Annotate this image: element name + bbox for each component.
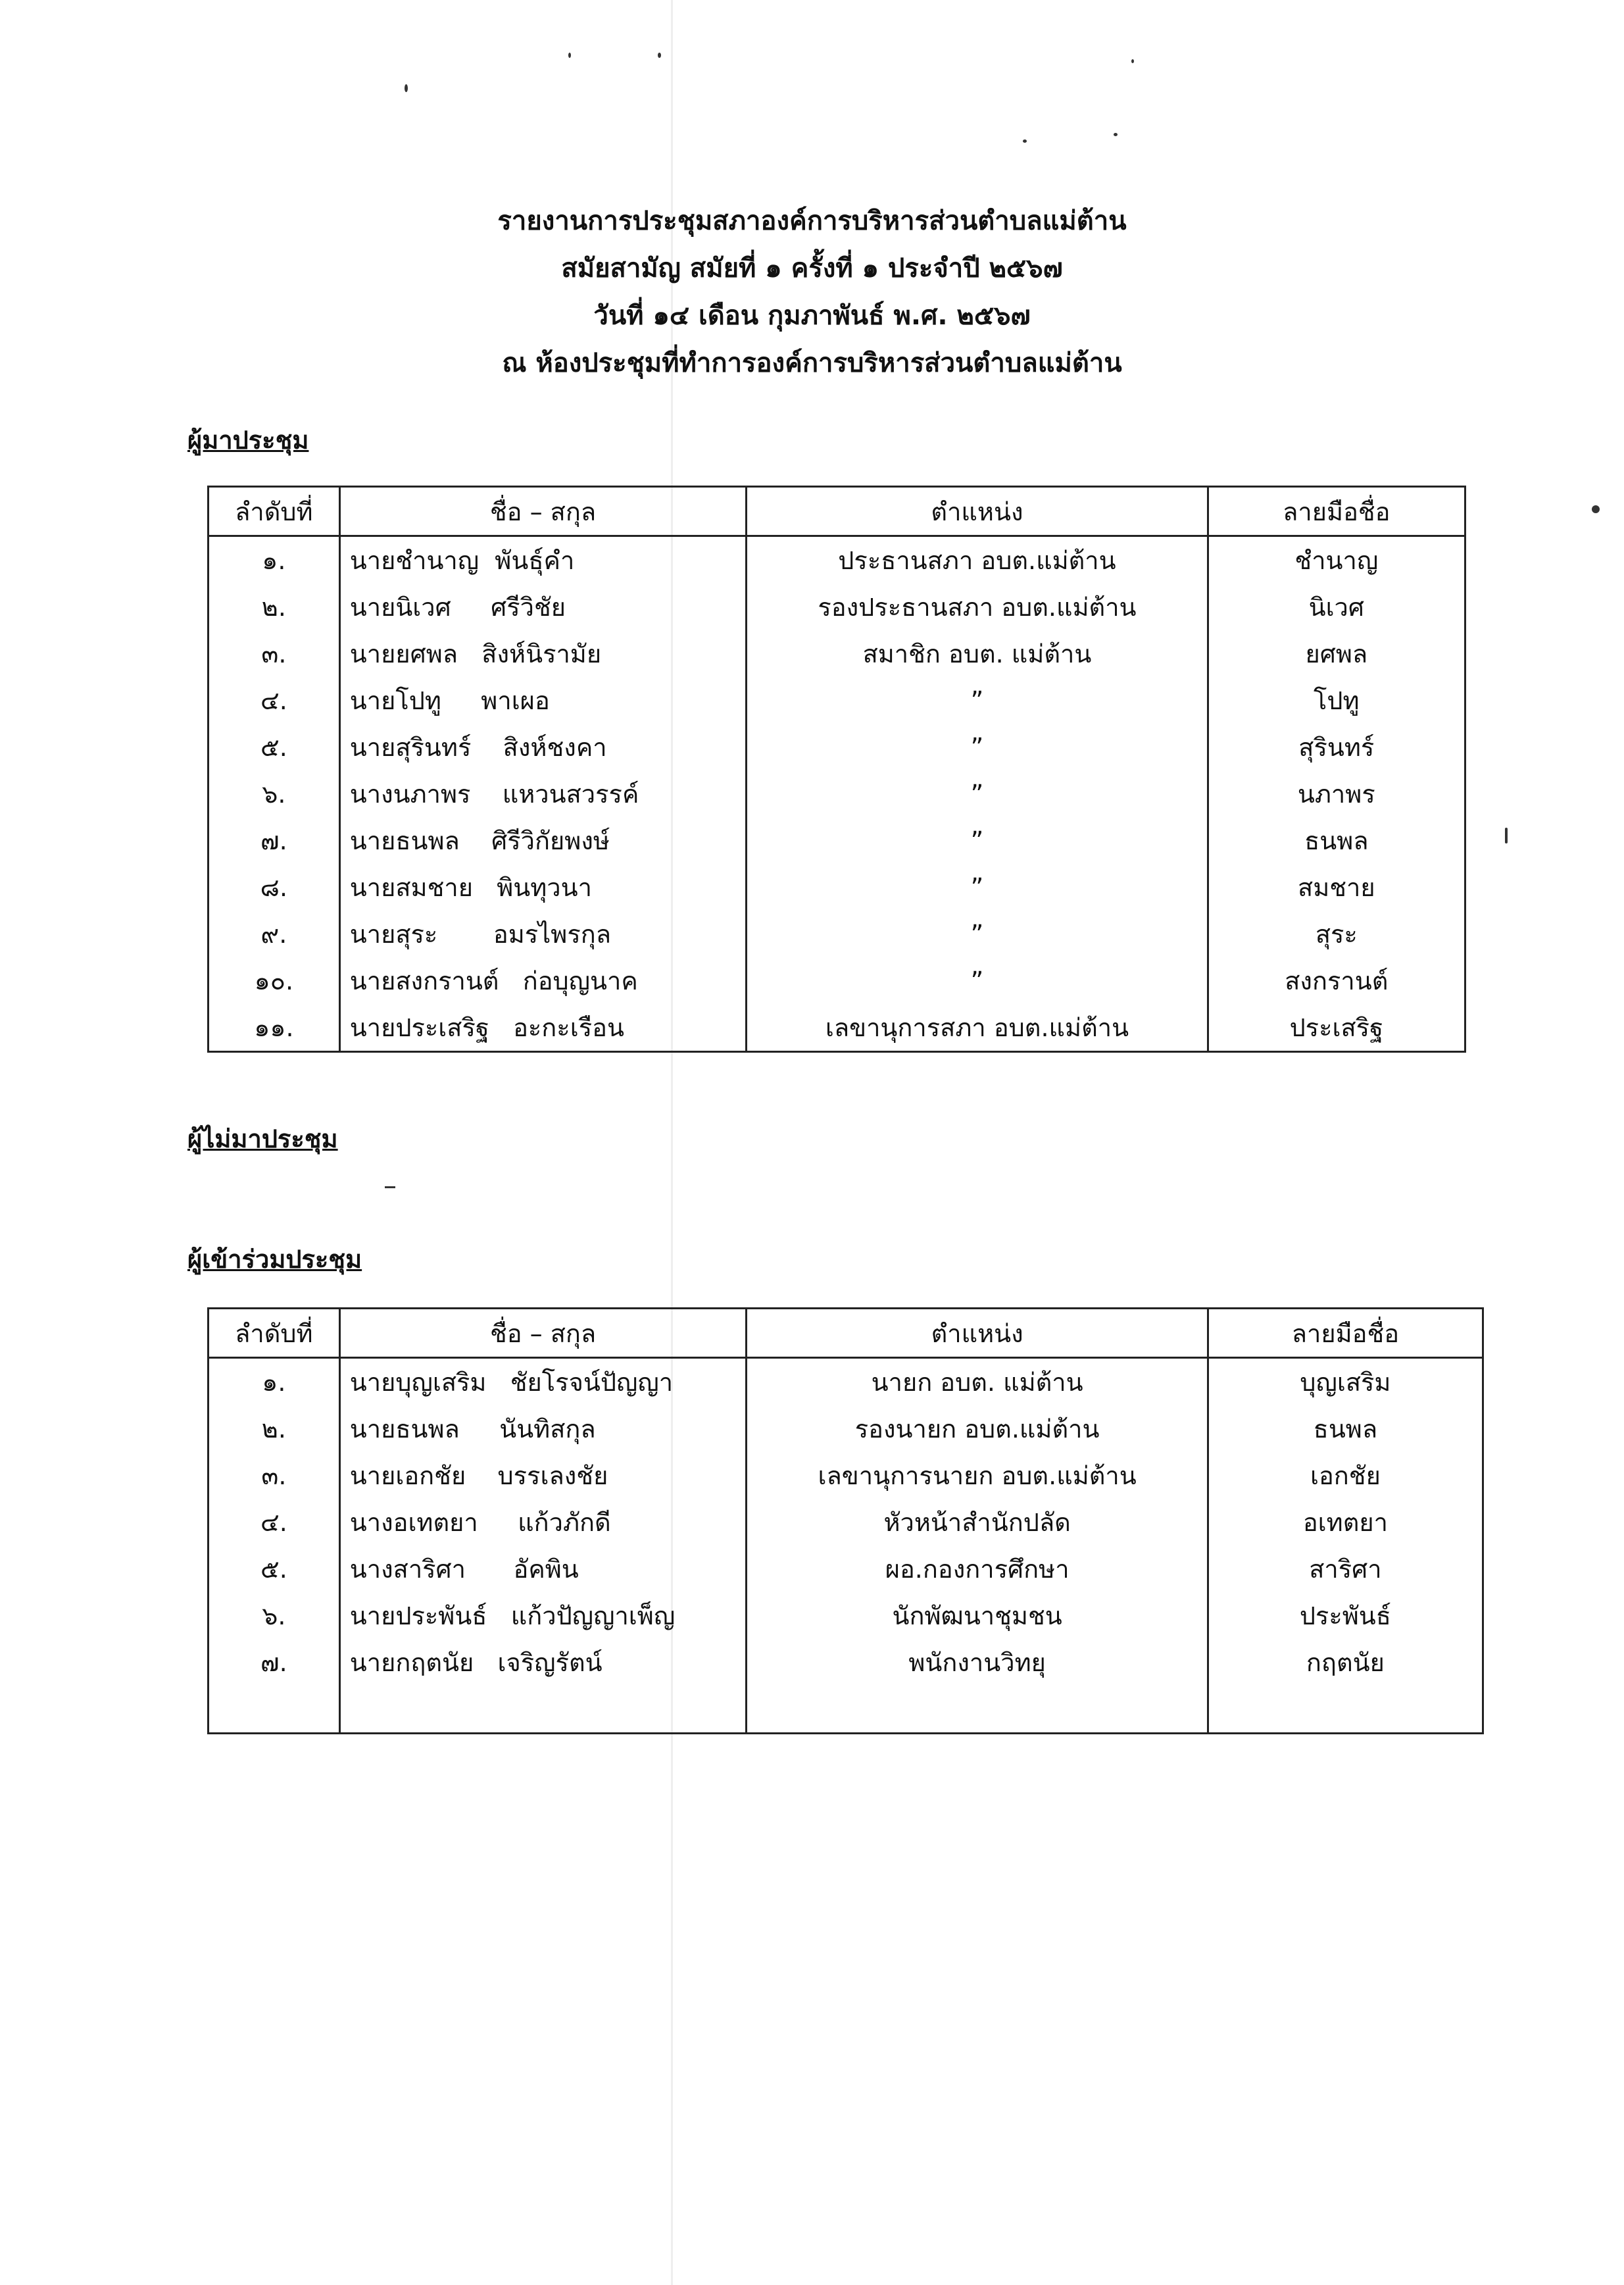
member-name: นางนภาพร แหวนสวรรค์ <box>339 770 747 817</box>
participant-signature: ธนพล <box>1208 1405 1483 1452</box>
session-line: สมัยสามัญ สมัยที่ ๑ ครั้งที่ ๑ ประจำปี ๒๕๖๗ <box>561 253 1063 284</box>
member-position: สมาชิก อบต. แม่ต้าน <box>747 630 1208 677</box>
row-number: ๑. <box>209 1358 340 1406</box>
table-header-row <box>209 487 1465 536</box>
row-number: ๘. <box>209 864 340 911</box>
row-number: ๕. <box>209 724 340 770</box>
scan-speck <box>1505 828 1508 843</box>
member-name: นายธนพล ศิรีวิกัยพงษ์ <box>339 817 747 864</box>
absentees-heading: ผู้ไม่มาประชุม <box>187 1124 338 1153</box>
column-header: ลายมือชื่อ <box>1208 487 1465 536</box>
participant-name: นายเอกชัย บรรเลงชัย <box>339 1452 747 1499</box>
attendees-table <box>207 486 1466 1053</box>
empty-table-row <box>209 1686 1483 1734</box>
table-row <box>209 864 1465 911</box>
row-number: ๑๑. <box>209 1004 340 1052</box>
member-signature: ธนพล <box>1208 817 1465 864</box>
empty-cell <box>747 1686 1208 1734</box>
member-signature: นิเวศ <box>1208 584 1465 630</box>
scan-speck <box>1131 59 1134 63</box>
participant-position: นักพัฒนาชุมชน <box>747 1592 1208 1639</box>
participant-position: นายก อบต. แม่ต้าน <box>747 1358 1208 1406</box>
table-row <box>209 1004 1465 1052</box>
member-name: นายชำนาญ พันธุ์คำ <box>339 536 747 584</box>
scan-speck <box>1023 139 1027 143</box>
row-number: ๗. <box>209 817 340 864</box>
participant-name: นางสาริศา อัคพิน <box>339 1545 747 1592</box>
scan-speck <box>1114 133 1118 136</box>
scan-speck <box>658 53 661 58</box>
member-position: ประธานสภา อบต.แม่ต้าน <box>747 536 1208 584</box>
table-row <box>209 817 1465 864</box>
report-title: รายงานการประชุมสภาองค์การบริหารส่วนตำบลแม่ต้าน <box>497 206 1127 236</box>
column-header: ตำแหน่ง <box>747 1309 1208 1358</box>
participant-signature: อเทตยา <box>1208 1499 1483 1545</box>
scan-speck <box>1592 505 1600 513</box>
member-signature: สงกรานต์ <box>1208 957 1465 1004</box>
member-position: ” <box>747 957 1208 1004</box>
row-number: ๔. <box>209 677 340 724</box>
participant-name: นายประพันธ์ แก้วปัญญาเพ็ญ <box>339 1592 747 1639</box>
column-header: ลายมือชื่อ <box>1208 1309 1483 1358</box>
table-row <box>209 630 1465 677</box>
table-row <box>209 1639 1483 1686</box>
column-header: ตำแหน่ง <box>747 487 1208 536</box>
member-signature: ชำนาญ <box>1208 536 1465 584</box>
member-position: ” <box>747 864 1208 911</box>
member-position: ” <box>747 724 1208 770</box>
participants-table <box>207 1307 1484 1734</box>
row-number: ๖. <box>209 770 340 817</box>
row-number: ๕. <box>209 1545 340 1592</box>
member-name: นายประเสริฐ อะกะเรือน <box>339 1004 747 1052</box>
member-position: เลขานุการสภา อบต.แม่ต้าน <box>747 1004 1208 1052</box>
venue-line: ณ ห้องประชุมที่ทำการองค์การบริหารส่วนตำบลแม่ต้าน <box>502 348 1122 378</box>
row-number: ๓. <box>209 1452 340 1499</box>
member-signature: สุรินทร์ <box>1208 724 1465 770</box>
table-row <box>209 724 1465 770</box>
member-position: ” <box>747 770 1208 817</box>
empty-cell <box>339 1686 747 1734</box>
participant-position: รองนายก อบต.แม่ต้าน <box>747 1405 1208 1452</box>
member-name: นายสมชาย พินทุวนา <box>339 864 747 911</box>
participant-signature: เอกชัย <box>1208 1452 1483 1499</box>
member-signature: สมชาย <box>1208 864 1465 911</box>
column-header: ลำดับที่ <box>209 1309 340 1358</box>
table-row <box>209 584 1465 630</box>
table-row <box>209 770 1465 817</box>
row-number: ๓. <box>209 630 340 677</box>
member-signature: สุระ <box>1208 911 1465 957</box>
table-row <box>209 1592 1483 1639</box>
table-row <box>209 1405 1483 1452</box>
member-position: รองประธานสภา อบต.แม่ต้าน <box>747 584 1208 630</box>
table-header-row <box>209 1309 1483 1358</box>
column-header: ชื่อ – สกุล <box>339 487 747 536</box>
participant-position: ผอ.กองการศึกษา <box>747 1545 1208 1592</box>
participants-heading: ผู้เข้าร่วมประชุม <box>187 1245 362 1274</box>
member-signature: ประเสริฐ <box>1208 1004 1465 1052</box>
scan-speck <box>405 84 408 92</box>
table-row <box>209 1452 1483 1499</box>
empty-cell <box>209 1686 340 1734</box>
participant-signature: ประพันธ์ <box>1208 1592 1483 1639</box>
member-name: นายสุรินทร์ สิงห์ชงคา <box>339 724 747 770</box>
document-header <box>0 197 1624 387</box>
member-name: นายสงกรานต์ ก่อบุญนาค <box>339 957 747 1004</box>
member-signature: โปทู <box>1208 677 1465 724</box>
participant-position: หัวหน้าสำนักปลัด <box>747 1499 1208 1545</box>
participant-name: นายธนพล นันทิสกุล <box>339 1405 747 1452</box>
member-signature: นภาพร <box>1208 770 1465 817</box>
absentees-none-dash <box>385 1186 395 1188</box>
participant-signature: บุญเสริม <box>1208 1358 1483 1406</box>
participant-name: นายกฤตนัย เจริญรัตน์ <box>339 1639 747 1686</box>
table-row <box>209 957 1465 1004</box>
row-number: ๒. <box>209 1405 340 1452</box>
column-header: ลำดับที่ <box>209 487 340 536</box>
participant-position: พนักงานวิทยุ <box>747 1639 1208 1686</box>
row-number: ๗. <box>209 1639 340 1686</box>
row-number: ๒. <box>209 584 340 630</box>
empty-cell <box>1208 1686 1483 1734</box>
table-row <box>209 1499 1483 1545</box>
member-name: นายนิเวศ ศรีวิชัย <box>339 584 747 630</box>
member-position: ” <box>747 817 1208 864</box>
table-row <box>209 1545 1483 1592</box>
row-number: ๙. <box>209 911 340 957</box>
row-number: ๔. <box>209 1499 340 1545</box>
row-number: ๖. <box>209 1592 340 1639</box>
table-row <box>209 536 1465 584</box>
date-line: วันที่ ๑๔ เดือน กุมภาพันธ์ พ.ศ. ๒๕๖๗ <box>593 301 1031 331</box>
table-row <box>209 1358 1483 1406</box>
participant-position: เลขานุการนายก อบต.แม่ต้าน <box>747 1452 1208 1499</box>
participant-name: นางอเทตยา แก้วภักดี <box>339 1499 747 1545</box>
row-number: ๑. <box>209 536 340 584</box>
member-position: ” <box>747 677 1208 724</box>
participant-name: นายบุญเสริม ชัยโรจน์ปัญญา <box>339 1358 747 1406</box>
table-row <box>209 677 1465 724</box>
column-header: ชื่อ – สกุล <box>339 1309 747 1358</box>
table-row <box>209 911 1465 957</box>
participant-signature: สาริศา <box>1208 1545 1483 1592</box>
member-name: นายโปทู พาเผอ <box>339 677 747 724</box>
member-signature: ยศพล <box>1208 630 1465 677</box>
member-position: ” <box>747 911 1208 957</box>
scan-speck <box>568 53 571 58</box>
member-name: นายสุระ อมรไพรกุล <box>339 911 747 957</box>
participant-signature: กฤตนัย <box>1208 1639 1483 1686</box>
member-name: นายยศพล สิงห์นิรามัย <box>339 630 747 677</box>
row-number: ๑๐. <box>209 957 340 1004</box>
attendees-heading: ผู้มาประชุม <box>187 426 309 455</box>
